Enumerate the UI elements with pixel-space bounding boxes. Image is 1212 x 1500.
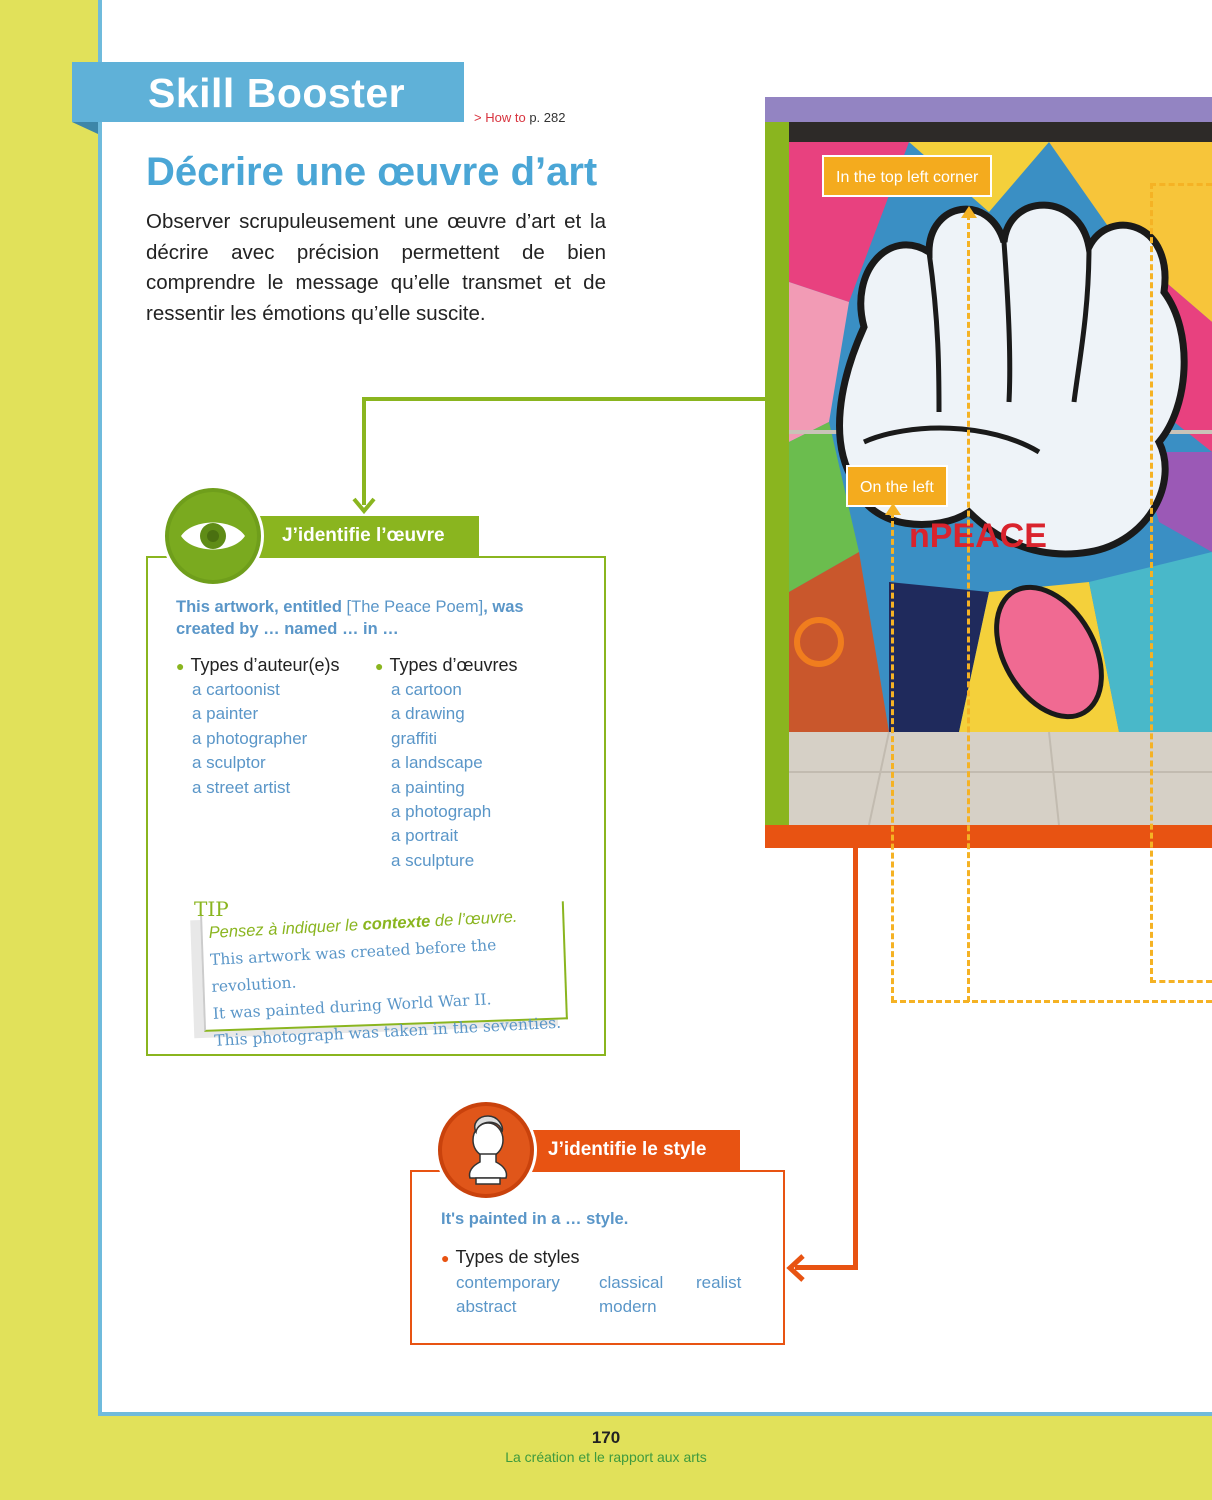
list-item: a painter <box>192 704 259 724</box>
style-item: classical <box>599 1273 664 1292</box>
list-item: a cartoon <box>391 680 462 699</box>
author-types-label: Types d’auteur(e)s <box>190 655 340 675</box>
photo-top-bar <box>765 97 1212 122</box>
bust-badge <box>435 1099 537 1201</box>
style-item: abstract <box>456 1297 517 1316</box>
style-prompt: It's painted in a … style. <box>441 1210 629 1228</box>
guide-dash-6 <box>1150 183 1212 186</box>
list-item: a landscape <box>391 753 483 773</box>
arrow-up-icon <box>885 503 901 515</box>
guide-dash-4 <box>1150 183 1153 983</box>
eye-icon <box>165 488 261 584</box>
page-number: 170 <box>591 1428 621 1447</box>
style-item: modern <box>599 1297 657 1316</box>
tag-on-the-left: On the left <box>846 465 948 507</box>
photo-left-bar <box>765 122 789 825</box>
section-title: La création et le rapport aux arts <box>505 1449 707 1465</box>
artwork-types-title: ● Types d’œuvres <box>375 655 518 675</box>
arrow-up-icon <box>961 206 977 218</box>
tip-label: TIP <box>194 897 229 921</box>
photo-bottom-bar <box>765 825 1212 848</box>
artwork-types-label: Types d’œuvres <box>389 655 518 675</box>
how-to-label: How to <box>485 110 526 125</box>
tip-intro-1: Pensez à indiquer le <box>208 915 364 942</box>
tip-example: It was painted during World War II. <box>212 990 492 1023</box>
connector-green-v <box>362 397 366 505</box>
artwork-prompt <box>176 596 566 640</box>
tip-example: This artwork was created before the revolution. <box>209 935 497 996</box>
identify-artwork-header: J’identifie l’œuvre <box>250 516 479 556</box>
tip-content <box>208 901 585 1055</box>
bust-icon <box>438 1102 534 1198</box>
graffiti-text: nPEACE <box>909 517 1047 555</box>
list-item: graffiti <box>391 728 437 748</box>
guide-dash-2 <box>891 512 894 1002</box>
list-item: a sculpture <box>391 850 475 870</box>
tag-top-left-corner: In the top left corner <box>822 155 992 197</box>
banner-title: Skill Booster <box>148 70 406 116</box>
identify-style-header: J’identifie le style <box>514 1130 740 1170</box>
list-item: a photograph <box>391 802 492 822</box>
connector-green-h <box>362 397 765 401</box>
artwork-types-list <box>391 678 491 873</box>
tip-keyword: contexte <box>362 912 431 934</box>
list-item: a portrait <box>391 826 459 846</box>
tip-example: This photograph was taken in the seventies. <box>213 1013 562 1050</box>
eye-badge <box>162 485 264 587</box>
connector-orange-v <box>853 848 858 1270</box>
tip-intro-2: de l’œuvre. <box>429 907 518 931</box>
list-item: a drawing <box>391 704 465 724</box>
how-to-page: p. 282 <box>529 110 566 125</box>
prompt-part-1: This artwork, entitled <box>176 598 347 616</box>
arrow-left-icon <box>785 1253 807 1283</box>
intro-paragraph: Observer scrupuleusement une œuvre d’art et la décrire avec précision permettent de bien comprendre le message qu’elle transmet et de ressentir les émotions qu’elle suscite. <box>146 210 606 325</box>
author-types-title: ● Types d’auteur(e)s <box>176 655 340 675</box>
list-item: a sculptor <box>192 753 266 773</box>
style-item: realist <box>696 1273 742 1292</box>
banner-fold <box>72 122 98 134</box>
how-to-reference[interactable] <box>474 110 565 125</box>
author-types-list <box>192 678 307 800</box>
style-types-title: ● Types de styles <box>441 1247 580 1267</box>
guide-dash-1 <box>967 214 970 1002</box>
guide-dash-5 <box>1150 980 1212 983</box>
prompt-part-2: , was created by … named … in … <box>176 598 524 638</box>
page-title: Décrire une œuvre d’art <box>146 150 598 194</box>
list-item: a cartoonist <box>192 680 280 699</box>
guide-dash-3 <box>891 1000 1212 1003</box>
list-item: a photographer <box>192 728 308 748</box>
style-types-label: Types de styles <box>455 1247 580 1267</box>
list-item: a painting <box>391 777 465 797</box>
prompt-title-placeholder: [The Peace Poem] <box>346 598 484 616</box>
style-item: contemporary <box>456 1273 560 1292</box>
list-item: a street artist <box>192 777 291 797</box>
arrow-down-icon <box>351 496 377 516</box>
how-to-arrow: > <box>474 110 482 125</box>
